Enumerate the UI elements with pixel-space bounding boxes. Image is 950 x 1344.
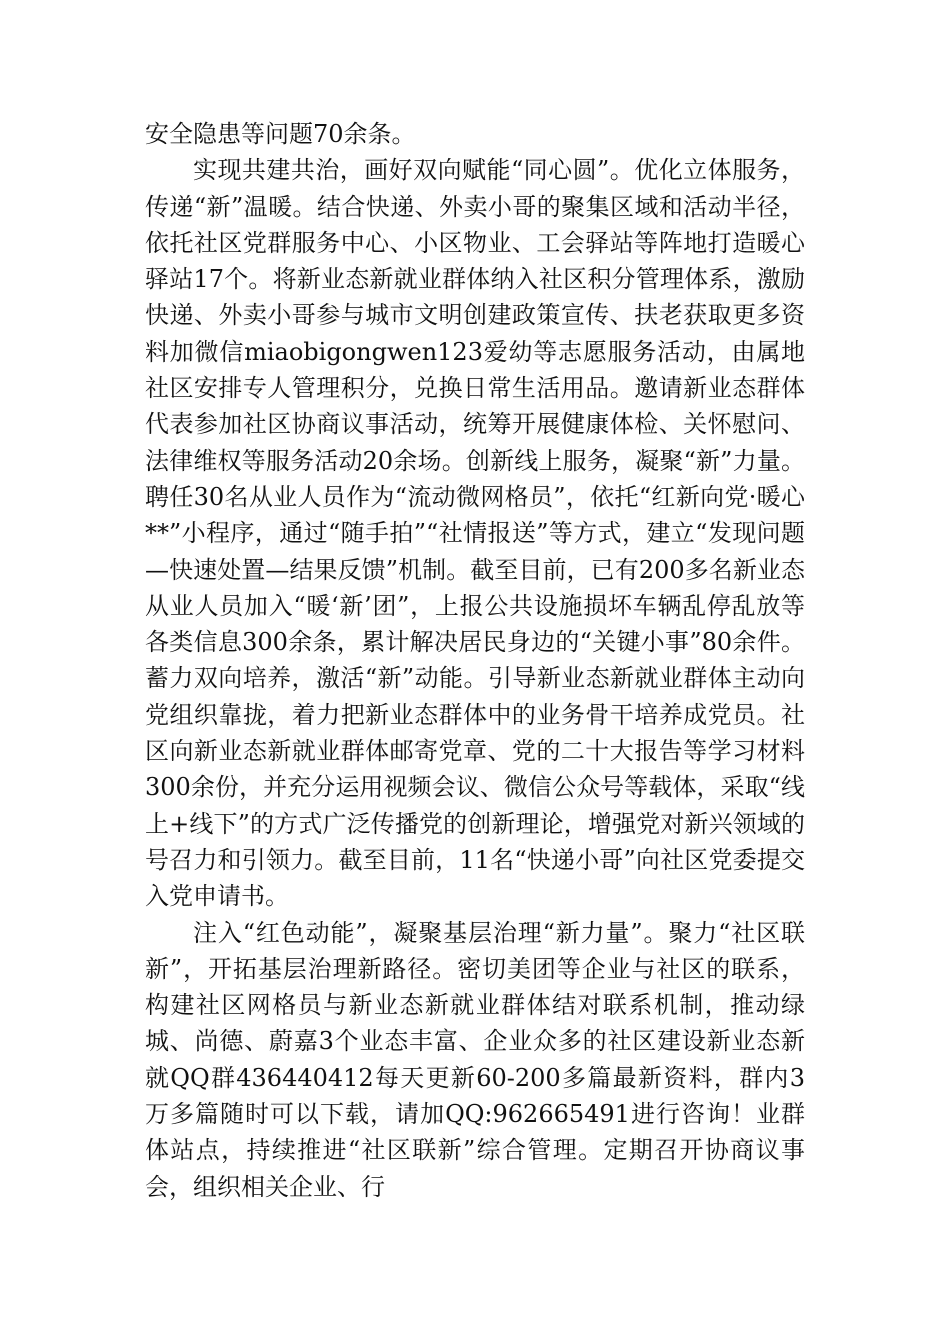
document-body [145, 116, 805, 1205]
paragraph-co-construction: 实现共建共治，画好双向赋能“同心圆”。优化立体服务，传递“新”温暖。结合快递、外卖小哥的聚集区域和活动半径，依托社区党群服务中心、小区物业、工会驿站等阵地打造暖心驿站17个。将新业态新就业群体纳入社区积分管理体系，激励快递、外卖小哥参与城市文明创建政策宣传、扶老获取更多资料加微信miaobigongwen123爱幼等志愿服务活动，由属地社区安排专人管理积分，兑换日常生活用品。邀请新业态群体代表参加社区协商议事活动，统筹开展健康体检、关怀慰问、法律维权等服务活动20余场。创新线上服务，凝聚“新”力量。聘任30名从业人员作为“流动微网格员”，依托“红新向党·暖心**”小程序，通过“随手拍”“社情报送”等方式，建立“发现问题—快速处置—结果反馈”机制。截至目前，已有200多名新业态从业人员加入“暖‘新’团”，上报公共设施损坏车辆乱停乱放等各类信息300余条，累计解决居民身边的“关键小事”80余件。蓄力双向培养，激活“新”动能。引导新业态新就业群体主动向党组织靠拢，着力把新业态群体中的业务骨干培养成党员。社区向新业态新就业群体邮寄党章、党的二十大报告等学习材料300余份，并充分运用视频会议、微信公众号等载体，采取“线上+线下”的方式广泛传播党的创新理论，增强党对新兴领域的号召力和引领力。截至目前，11名“快递小哥”向社区党委提交入党申请书。 [145, 156, 805, 911]
paragraph-continuation: 安全隐患等问题70余条。 [145, 120, 416, 148]
paragraph-red-momentum: 注入“红色动能”，凝聚基层治理“新力量”。聚力“社区联新”，开拓基层治理新路径。密切美团等企业与社区的联系，构建社区网格员与新业态新就业群体结对联系机制，推动绿城、尚德、蔚嘉3个业态丰富、企业众多的社区建设新业态新就QQ群436440412每天更新60-200多篇最新资料，群内3万多篇随时可以下载，请加QQ:962665491进行咨询！业群体站点，持续推进“社区联新”综合管理。定期召开协商议事会，组织相关企业、行 [145, 918, 805, 1201]
